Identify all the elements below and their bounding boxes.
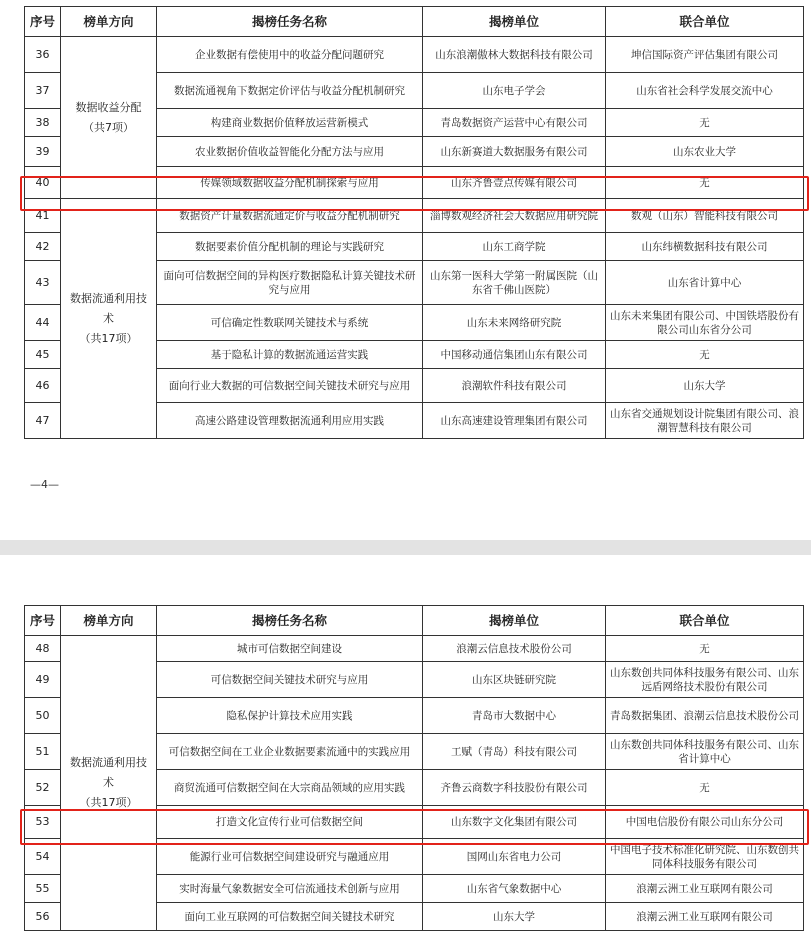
- row-no: 46: [25, 369, 61, 403]
- row-unit: 山东第一医科大学第一附属医院（山东省千佛山医院）: [423, 261, 606, 305]
- row-task: 面向行业大数据的可信数据空间关键技术研究与应用: [157, 369, 423, 403]
- row-task: 可信确定性数联网关键技术与系统: [157, 305, 423, 341]
- row-task: 农业数据价值收益智能化分配方法与应用: [157, 137, 423, 167]
- direction-label: 数据收益分配: [75, 100, 142, 114]
- row-no: 51: [25, 734, 61, 770]
- row-task: 企业数据有偿使用中的收益分配问题研究: [157, 37, 423, 73]
- row-unit: 山东省气象数据中心: [423, 875, 606, 903]
- header-joint: 联合单位: [606, 606, 804, 636]
- row-joint: 无: [606, 167, 804, 199]
- row-joint: 山东数创共同体科技服务有限公司、山东省计算中心: [606, 734, 804, 770]
- row-unit: 山东高速建设管理集团有限公司: [423, 403, 606, 439]
- row-task: 能源行业可信数据空间建设研究与融通应用: [157, 839, 423, 875]
- row-task: 数据流通视角下数据定价评估与收益分配机制研究: [157, 73, 423, 109]
- task-table-1: [24, 6, 804, 439]
- header-direction: 榜单方向: [61, 7, 157, 37]
- row-no: 49: [25, 662, 61, 698]
- direction-count: （共7项）: [83, 120, 134, 134]
- header-unit: 揭榜单位: [423, 7, 606, 37]
- row-task: 实时海量气象数据安全可信流通技术创新与应用: [157, 875, 423, 903]
- row-joint: 中国电信股份有限公司山东分公司: [606, 806, 804, 839]
- row-joint: 山东未来集团有限公司、中国铁塔股份有限公司山东省分公司: [606, 305, 804, 341]
- row-no: 37: [25, 73, 61, 109]
- header-unit: 揭榜单位: [423, 606, 606, 636]
- row-joint: 山东农业大学: [606, 137, 804, 167]
- row-unit: 山东大学: [423, 903, 606, 931]
- row-joint: 无: [606, 341, 804, 369]
- direction-label: 数据流通利用技术: [70, 291, 147, 325]
- row-joint: 青岛数据集团、浪潮云信息技术股份公司: [606, 698, 804, 734]
- row-no: 40: [25, 167, 61, 199]
- header-seq: 序号: [25, 7, 61, 37]
- row-task: 商贸流通可信数据空间在大宗商品领域的应用实践: [157, 770, 423, 806]
- row-task: 数据要素价值分配机制的理论与实践研究: [157, 233, 423, 261]
- row-task: 可信数据空间在工业企业数据要素流通中的实践应用: [157, 734, 423, 770]
- row-joint: 山东省交通规划设计院集团有限公司、浪潮智慧科技有限公司: [606, 403, 804, 439]
- row-unit: 山东浪潮傲林大数据科技有限公司: [423, 37, 606, 73]
- header-seq: 序号: [25, 606, 61, 636]
- row-unit: 山东数字文化集团有限公司: [423, 806, 606, 839]
- row-unit: 山东区块链研究院: [423, 662, 606, 698]
- row-no: 38: [25, 109, 61, 137]
- row-no: 44: [25, 305, 61, 341]
- row-unit: 山东未来网络研究院: [423, 305, 606, 341]
- row-no: 36: [25, 37, 61, 73]
- direction-cell-revenue: [61, 37, 157, 199]
- row-no: 43: [25, 261, 61, 305]
- page-separator: [0, 540, 811, 555]
- row-task: 城市可信数据空间建设: [157, 636, 423, 662]
- row-no: 47: [25, 403, 61, 439]
- row-no: 48: [25, 636, 61, 662]
- row-no: 53: [25, 806, 61, 839]
- row-task: 面向可信数据空间的异构医疗数据隐私计算关键技术研究与应用: [157, 261, 423, 305]
- row-joint: 山东省社会科学发展交流中心: [606, 73, 804, 109]
- row-unit: 工赋（青岛）科技有限公司: [423, 734, 606, 770]
- row-unit: 青岛数据资产运营中心有限公司: [423, 109, 606, 137]
- row-unit: 中国移动通信集团山东有限公司: [423, 341, 606, 369]
- row-unit: 浪潮软件科技有限公司: [423, 369, 606, 403]
- row-joint: 山东数创共同体科技服务有限公司、山东远盾网络技术股份有限公司: [606, 662, 804, 698]
- row-task: 可信数据空间关键技术研究与应用: [157, 662, 423, 698]
- row-no: 55: [25, 875, 61, 903]
- row-joint: 无: [606, 636, 804, 662]
- row-joint: 浪潮云洲工业互联网有限公司: [606, 875, 804, 903]
- row-no: 54: [25, 839, 61, 875]
- row-joint: 中国电子技术标准化研究院、山东数创共同体科技服务有限公司: [606, 839, 804, 875]
- table-header-row: [25, 606, 804, 636]
- row-no: 42: [25, 233, 61, 261]
- row-unit: 国网山东省电力公司: [423, 839, 606, 875]
- row-unit: 山东新赛道大数据服务有限公司: [423, 137, 606, 167]
- direction-label: 数据流通利用技术: [70, 756, 147, 789]
- direction-count: （共17项）: [79, 796, 138, 809]
- header-task: 揭榜任务名称: [157, 606, 423, 636]
- row-unit: 浪潮云信息技术股份公司: [423, 636, 606, 662]
- row-task: 隐私保护计算技术应用实践: [157, 698, 423, 734]
- row-task: 传媒领域数据收益分配机制探索与应用: [157, 167, 423, 199]
- row-no: 52: [25, 770, 61, 806]
- table-row: [25, 37, 804, 73]
- row-task: 数据资产计量数据流通定价与收益分配机制研究: [157, 199, 423, 233]
- table-row: [25, 636, 804, 662]
- row-joint: 山东纬横数据科技有限公司: [606, 233, 804, 261]
- row-unit: 山东齐鲁壹点传媒有限公司: [423, 167, 606, 199]
- row-joint: 无: [606, 770, 804, 806]
- row-no: 50: [25, 698, 61, 734]
- row-joint: 数观（山东）智能科技有限公司: [606, 199, 804, 233]
- task-table-2: [24, 605, 804, 931]
- direction-cell-tech: [61, 199, 157, 439]
- row-task: 面向工业互联网的可信数据空间关键技术研究: [157, 903, 423, 931]
- direction-count: （共17项）: [79, 331, 138, 345]
- row-unit: 山东工商学院: [423, 233, 606, 261]
- row-task: 基于隐私计算的数据流通运营实践: [157, 341, 423, 369]
- row-joint: 浪潮云洲工业互联网有限公司: [606, 903, 804, 931]
- row-no: 45: [25, 341, 61, 369]
- row-task: 高速公路建设管理数据流通利用应用实践: [157, 403, 423, 439]
- row-joint: 山东大学: [606, 369, 804, 403]
- row-no: 56: [25, 903, 61, 931]
- row-unit: 齐鲁云商数字科技股份有限公司: [423, 770, 606, 806]
- table-header-row: [25, 7, 804, 37]
- header-task: 揭榜任务名称: [157, 7, 423, 37]
- row-task: 打造文化宣传行业可信数据空间: [157, 806, 423, 839]
- document-page-2: [0, 555, 811, 941]
- row-no: 41: [25, 199, 61, 233]
- table-row: [25, 199, 804, 233]
- row-task: 构建商业数据价值释放运营新模式: [157, 109, 423, 137]
- header-joint: 联合单位: [606, 7, 804, 37]
- row-unit: 青岛市大数据中心: [423, 698, 606, 734]
- page-number: —4—: [30, 478, 59, 491]
- row-unit: 山东电子学会: [423, 73, 606, 109]
- direction-cell-tech: [61, 636, 157, 931]
- row-joint: 坤信国际资产评估集团有限公司: [606, 37, 804, 73]
- row-no: 39: [25, 137, 61, 167]
- row-unit: 淄博数观经济社会大数据应用研究院: [423, 199, 606, 233]
- row-joint: 山东省计算中心: [606, 261, 804, 305]
- header-direction: 榜单方向: [61, 606, 157, 636]
- row-joint: 无: [606, 109, 804, 137]
